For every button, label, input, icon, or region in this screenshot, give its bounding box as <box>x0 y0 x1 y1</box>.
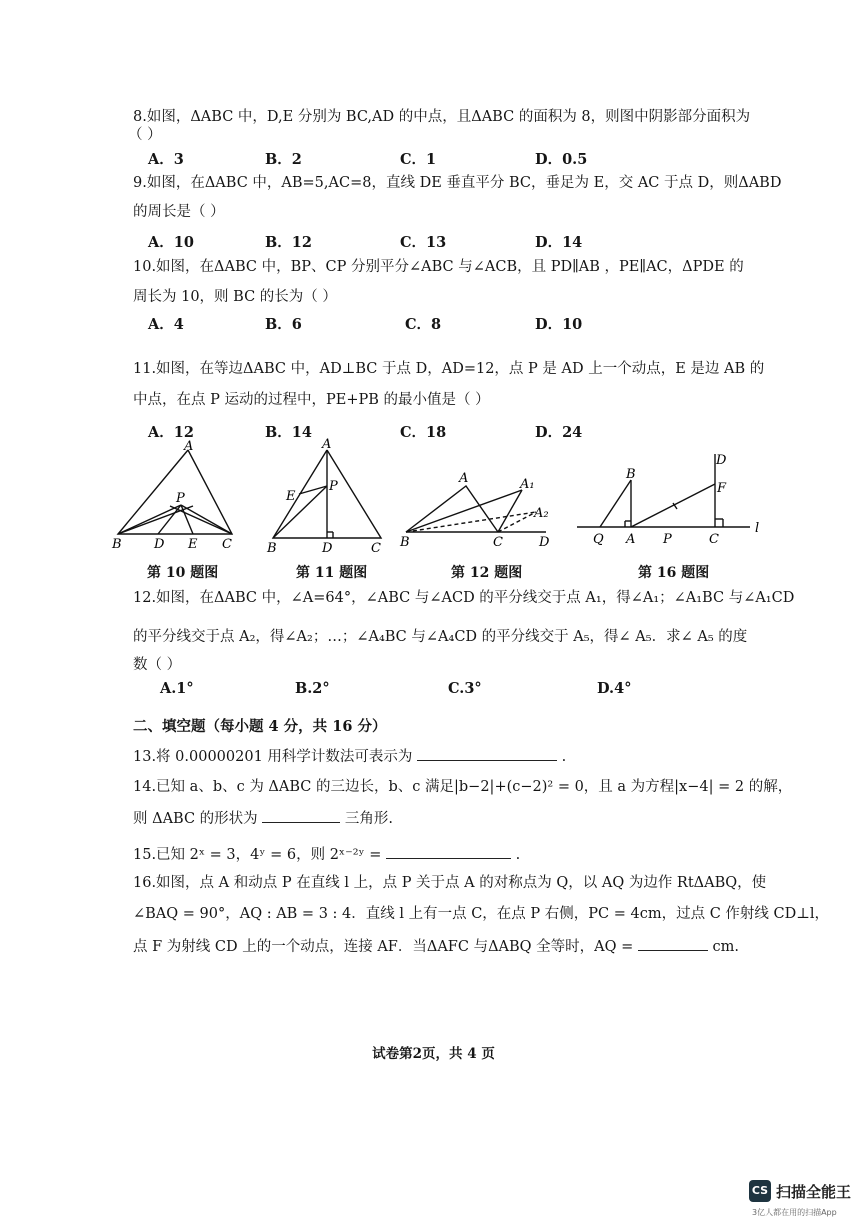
q8-option-b: B．2 <box>265 151 302 168</box>
q12-line3: 数（ ） <box>133 657 182 673</box>
q10-option-c: C．8 <box>405 316 442 333</box>
q8-option-c: C．1 <box>400 151 437 168</box>
q15 <box>133 846 520 863</box>
q12-option-d: D.4° <box>597 680 632 697</box>
fig10-label-a: A <box>184 439 194 454</box>
q15-text: 15.已知 2ˣ = 3，4ʸ = 6，则 2ˣ⁻²ʸ = <box>133 847 382 863</box>
q14-line2-pre: 则 ΔABC 的形状为 <box>133 811 258 827</box>
q9-line2: 的周长是（ ） <box>133 204 225 220</box>
fig16-label-q: Q <box>593 532 604 547</box>
q16-line3-pre: 点 F 为射线 CD 上的一个动点，连接 AF．当ΔAFC 与ΔABQ 全等时，AQ = <box>133 939 634 955</box>
q14-answer-blank[interactable] <box>262 810 340 823</box>
caption-fig11: 第 11 题图 <box>296 565 368 581</box>
caption-fig10: 第 10 题图 <box>147 565 219 581</box>
fig16-label-c: C <box>709 532 719 547</box>
q16-answer-blank[interactable] <box>638 938 708 951</box>
q8-option-a: A．3 <box>148 151 184 168</box>
q10-option-a: A．4 <box>148 316 184 333</box>
camscanner-logo-icon: CS <box>749 1180 771 1202</box>
watermark-subtitle: 3亿人都在用的扫描App <box>752 1208 837 1217</box>
q11-option-b: B．14 <box>265 424 312 441</box>
section-heading: 二、填空题（每小题 4 分，共 16 分） <box>133 718 387 735</box>
fig16-label-f: F <box>717 481 727 496</box>
q9-option-d: D．14 <box>535 234 583 251</box>
fig10-label-b: B <box>112 537 122 552</box>
q9-option-a: A．10 <box>148 234 194 251</box>
page-footer: 试卷第2页，共 4 页 <box>372 1046 495 1062</box>
fig16-label-p: P <box>663 532 672 547</box>
q15-end: . <box>515 847 521 863</box>
fig10-label-e: E <box>188 537 198 552</box>
q16-line2: ∠BAQ = 90°，AQ : AB = 3 : 4．直线 l 上有一点 C，在点 P 右侧，PC = 4cm，过点 C 作射线 CD⊥l， <box>133 906 830 922</box>
q12-option-c: C.3° <box>448 680 482 697</box>
q12-line2: 的平分线交于点 A₂，得∠A₂；…；∠A₄BC 与∠A₄CD 的平分线交于 A₅，得∠ A₅．求∠ A₅ 的度 <box>133 629 748 645</box>
fig16-label-b: B <box>626 467 636 482</box>
figure-11 <box>263 438 388 556</box>
fig11-label-d: D <box>322 541 333 556</box>
q10-line2: 周长为 10，则 BC 的长为（ ） <box>133 289 337 305</box>
q11-option-c: C．18 <box>400 424 447 441</box>
fig11-label-p: P <box>329 479 338 494</box>
figure-16 <box>575 448 765 553</box>
q16-line1: 16.如图，点 A 和动点 P 在直线 l 上，点 P 关于点 A 的对称点为 Q，以 AQ 为边作 RtΔABQ，使 <box>133 875 767 891</box>
q8-option-d: D．0.5 <box>535 151 588 168</box>
fig11-label-b: B <box>267 541 277 556</box>
q8-stem: 8.如图，ΔABC 中，D,E 分别为 BC,AD 的中点，且ΔABC 的面积为 8，则图中阴影部分面积为 <box>133 109 751 125</box>
q13-end: . <box>561 749 567 765</box>
q11-line1: 11.如图，在等边ΔABC 中，AD⊥BC 于点 D，AD=12，点 P 是 AD 上一个动点，E 是边 AB 的 <box>133 361 765 377</box>
fig10-label-c: C <box>222 537 232 552</box>
q12-line1: 12.如图，在ΔABC 中，∠A=64°，∠ABC 与∠ACD 的平分线交于点 A₁，得∠A₁；∠A₁BC 与∠A₁CD <box>133 590 795 606</box>
q12-option-b: B.2° <box>295 680 330 697</box>
fig11-label-a: A <box>322 438 332 452</box>
q10-option-d: D．10 <box>535 316 583 333</box>
q14-line2 <box>133 810 393 827</box>
figure-12 <box>396 462 556 557</box>
q14-line1: 14.已知 a、b、c 为 ΔABC 的三边长，b、c 满足|b−2|+(c−2)² = 0，且 a 为方程|x−4| = 2 的解， <box>133 779 793 795</box>
fig11-label-c: C <box>371 541 381 556</box>
caption-fig16: 第 16 题图 <box>638 565 710 581</box>
watermark-name: 扫描全能王 <box>776 1183 852 1201</box>
caption-fig12: 第 12 题图 <box>451 565 523 581</box>
fig16-label-l: l <box>755 521 760 536</box>
q11-option-a: A．12 <box>148 424 194 441</box>
figure-10 <box>108 438 243 553</box>
fig10-label-d: D <box>154 537 165 552</box>
q13-answer-blank[interactable] <box>417 748 557 761</box>
fig12-label-d: D <box>539 535 550 550</box>
q12-option-a: A.1° <box>160 680 194 697</box>
q9-line1: 9.如图，在ΔABC 中，AB=5,AC=8，直线 DE 垂直平分 BC，垂足为 E，交 AC 于点 D，则ΔABD <box>133 175 782 191</box>
fig12-label-a: A <box>459 471 469 486</box>
fig12-label-c: C <box>493 535 503 550</box>
q11-option-d: D．24 <box>535 424 583 441</box>
q13 <box>133 748 566 765</box>
fig16-label-d: D <box>716 453 727 468</box>
q8-paren: （ ） <box>128 127 162 143</box>
fig16-label-a: A <box>626 532 636 547</box>
q11-line2: 中点，在点 P 运动的过程中，PE+PB 的最小值是（ ） <box>133 392 490 408</box>
q16-line3 <box>133 938 739 955</box>
q15-answer-blank[interactable] <box>386 846 511 859</box>
q9-option-c: C．13 <box>400 234 447 251</box>
fig12-label-b: B <box>400 535 410 550</box>
q16-line3-post: cm. <box>712 939 739 955</box>
q14-line2-post: 三角形. <box>344 811 394 827</box>
q9-option-b: B．12 <box>265 234 312 251</box>
q13-text: 13.将 0.00000201 用科学计数法可表示为 <box>133 749 413 765</box>
q10-option-b: B．6 <box>265 316 302 333</box>
fig10-label-p: P <box>176 491 185 506</box>
fig12-label-a2: A₂ <box>534 506 549 521</box>
fig12-label-a1: A₁ <box>520 477 535 492</box>
fig11-label-e: E <box>286 489 296 504</box>
q10-line1: 10.如图，在ΔABC 中，BP、CP 分别平分∠ABC 与∠ACB，且 PD∥AB ，PE∥AC，ΔPDE 的 <box>133 259 744 275</box>
